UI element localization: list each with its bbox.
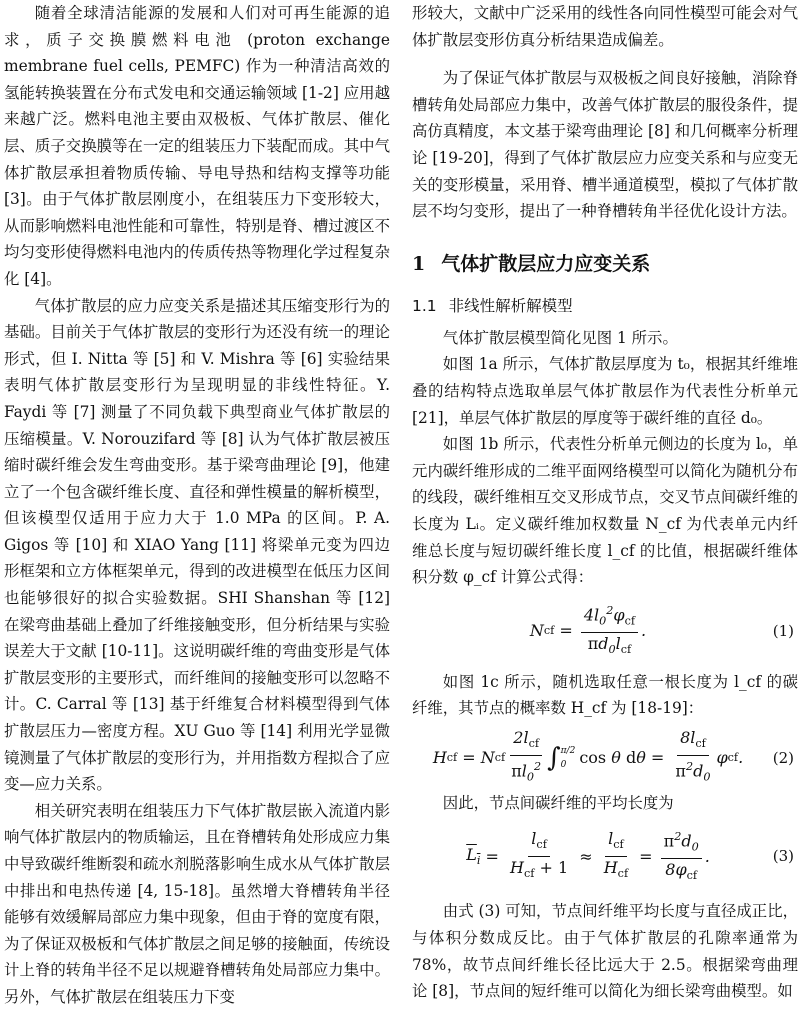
subsection-title: 非线性解析解模型	[448, 296, 573, 315]
equation-2-number: (2)	[772, 748, 794, 767]
intro-paragraph-1: 随着全球清洁能源的发展和人们对可再生能源的追求，质子交换膜燃料电池 (proton exchange membrane fuel cells, PEMFC) 作为一种清洁高效的氢能转换装置在分布式发电和交通运输领域 [1-2] 应用越来越广泛。燃料电池主要由双极板、气体扩散层、催化层、质子交换膜等在一定的组装压力下装配而成。其中气体扩散层承担着物质传输、导电导热和结构支撑等功能 [3]。由于气体扩散层刚度小，在组装压力下变形较大，从而影响燃料电池性能和可靠性，特别是脊、槽过渡区不均匀变形使得燃料电池内的传质传热等物理化学过程复杂化 [4]。	[4, 4, 390, 288]
body-paragraph-6: 由式 (3) 可知，节点间纤维平均长度与直径成正比，与体积分数成反比。由于气体扩散层的孔隙率通常为 78%，故节点间纤维长径比远大于 2.5。根据梁弯曲理论 [8]，节点间的短纤维可以简化为细长梁弯曲模型。如	[412, 902, 798, 1001]
body-paragraph-3: 如图 1b 所示，代表性分析单元侧边的长度为 l₀，单元内碳纤维形成的二维平面网络模型可以简化为随机分布的线段，碳纤维相互交叉形成节点，交叉节点间碳纤维的长度为 Lᵢ。定义碳纤维加权数量 N_cf 为代表单元内纤维总长度与短切碳纤维长度 l_cf 的比值，根据碳纤维体积分数 φ_cf 计算公式得：	[412, 435, 798, 587]
left-column	[4, 0, 390, 1011]
right-column	[412, 0, 798, 1005]
section-title: 气体扩散层应力应变关系	[441, 252, 651, 275]
equation-3	[412, 824, 798, 888]
equation-2	[412, 728, 798, 788]
body-paragraph-5: 因此，节点间碳纤维的平均长度为	[442, 793, 674, 812]
intro-paragraph-3: 相关研究表明在组装压力下气体扩散层嵌入流道内影响气体扩散层内的物质输运，且在脊槽转角处形成应力集中导致碳纤维断裂和疏水剂脱落影响生成水从气体扩散层中排出和电热传递 [4, 15-18]。虽然增大脊槽转角半径能够有效缓解局部应力集中现象，但由于脊的宽度有限，为了保证双极板和气体扩散层之间足够的接触面，传统设计上脊的转角半径不足以规避脊槽转角处局部应力集中。另外，气体扩散层在组装压力下变	[4, 801, 390, 1006]
intro-paragraph-2: 气体扩散层的应力应变关系是描述其压缩变形行为的基础。目前关于气体扩散层的变形行为还没有统一的理论形式，但 I. Nitta 等 [5] 和 V. Mishra 等 [6] 实验结果表明气体扩散层变形行为呈现明显的非线性特征。Y. Faydi 等 [7] 测量了不同负载下典型商业气体扩散层的压缩模量。V. Norouzifard 等 [8] 认为气体扩散层被压缩时碳纤维会发生弯曲变形。基于梁弯曲理论 [9]，他建立了一个包含碳纤维长度、直径和弹性模量的解析模型，但该模型仅适用于应力大于 1.0 MPa 的区间。P. A. Gigos 等 [10] 和 XIAO Yang [11] 将梁单元变为四边形框架和立方体框架单元，得到的改进模型在低压力区间也能够很好的拟合实验数据。SHI Shanshan 等 [12] 在梁弯曲基础上叠加了纤维接触变形，但分析结果与实验误差大于文献 [10-11]。这说明碳纤维的弯曲变形是气体扩散层变形的主要形式，而纤维间的接触变形可以忽略不计。C. Carral 等 [13] 基于纤维复合材料模型得到气体扩散层压力—密度方程。XU Guo 等 [14] 利用光学显微镜测量了气体扩散层的变形行为，并用指数方程拟合了应变—应力关系。	[4, 296, 390, 794]
subsection-number: 1.1	[412, 296, 437, 315]
intro-paragraph-4: 为了保证气体扩散层与双极板之间良好接触，消除脊槽转角处局部应力集中，改善气体扩散层的服役条件，提高仿真精度，本文基于梁弯曲理论 [8] 和几何概率分析理论 [19-20]，得到了气体扩散层应力应变关系和与应变无关的变形模量，采用脊、槽半通道模型，模拟了气体扩散层不均匀变形，提出了一种脊槽转角半径优化设计方法。	[412, 69, 798, 221]
equation-1	[412, 601, 798, 661]
body-paragraph-4: 如图 1c 所示，随机选取任意一根长度为 l_cf 的碳纤维，其节点的概率数 H_cf 为 [18-19]：	[412, 672, 798, 718]
section-number: 1	[412, 252, 426, 275]
equation-1-number: (1)	[772, 621, 794, 640]
equation-3-body: $L_i$ = $\frac{l_{cf}}{H_{cf} + 1}$ ≈ $\frac{l_{cf}}{H_{cf}}$ = $\frac{\pi^2d_0}{8\varphi_{cf}}$ .	[412, 824, 764, 888]
equation-1-body: N cf = $\frac{4l_0^2\varphi_{cf}}{\pi d_0l_{cf}}$ .	[412, 601, 764, 661]
section-heading	[412, 251, 798, 277]
equation-2-body: H cf = N cf $\frac{2l_{cf}}{\pi l_0^2}$ ∫ π/2 0 cos θ d θ = $\frac{8l_{cf}}{\pi^2d_0}$ φ cf .	[432, 728, 744, 784]
body-paragraph-2: 如图 1a 所示，气体扩散层厚度为 t₀，根据其纤维堆叠的结构特点选取单层气体扩散层作为代表性分析单元 [21]，单层气体扩散层的厚度等于碳纤维的直径 d₀。	[412, 355, 798, 427]
equation-3-number: (3)	[772, 847, 794, 866]
intro-paragraph-3-continued: 形较大，文献中广泛采用的线性各向同性模型可能会对气体扩散层变形仿真分析结果造成偏差。	[412, 4, 798, 49]
subsection-heading	[412, 293, 798, 319]
body-paragraph-1: 气体扩散层模型简化见图 1 所示。	[442, 328, 678, 347]
